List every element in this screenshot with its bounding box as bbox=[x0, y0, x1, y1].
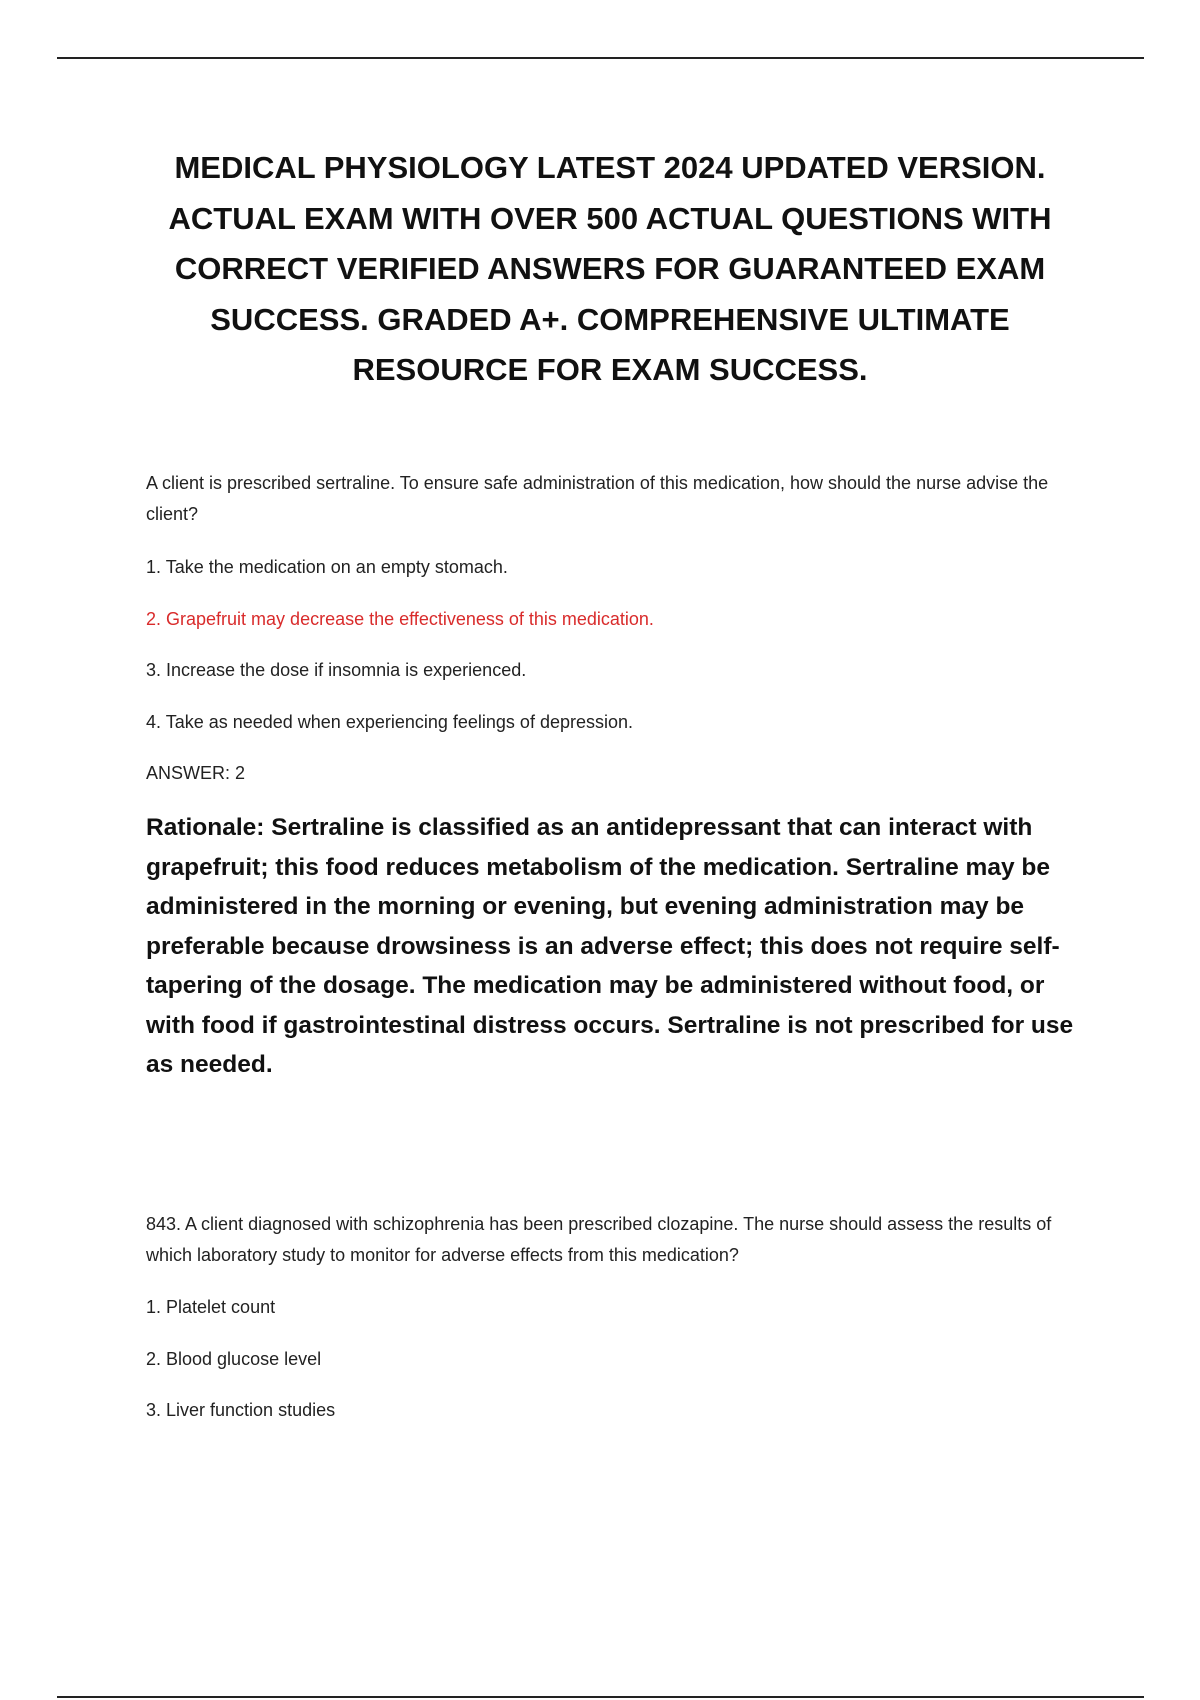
header-rule bbox=[57, 57, 1144, 59]
question-2-option-3: 3. Liver function studies bbox=[146, 1400, 336, 1420]
question-1-stem: A client is prescribed sertraline. To ensure safe administration of this medication, how should the nurse advise the client? bbox=[146, 473, 1049, 524]
question-2-stem: 843. A client diagnosed with schizophrenia has been prescribed clozapine. The nurse should assess the results of which laboratory study to monitor for adverse effects from this medication? bbox=[146, 1214, 1052, 1265]
question-1-option-1: 1. Take the medication on an empty stomach. bbox=[146, 557, 508, 577]
question-2-option-2: 2. Blood glucose level bbox=[146, 1349, 322, 1369]
question-1-answer: ANSWER: 2 bbox=[146, 763, 246, 783]
document-title: MEDICAL PHYSIOLOGY LATEST 2024 UPDATED VERSION. ACTUAL EXAM WITH OVER 500 ACTUAL QUESTIONS WITH CORRECT VERIFIED ANSWERS FOR GUARANTEED EXAM SUCCESS. GRADED A+. COMPREHENSIVE ULTIMATE RESOURCE FOR EXAM SUCCESS. bbox=[168, 150, 1052, 387]
question-1-option-3: 3. Increase the dose if insomnia is experienced. bbox=[146, 660, 527, 680]
footer-rule bbox=[57, 1696, 1144, 1698]
question-1-rationale: Rationale: Sertraline is classified as an antidepressant that can interact with grapefruit; this food reduces metabolism of the medication. Sertraline may be administered in the morning or evening, but evening administration may be preferable because drowsiness is an adverse effect; this does not require self-tapering of the dosage. The medication may be administered without food, or with food if gastrointestinal distress occurs. Sertraline is not prescribed for use as needed. bbox=[146, 814, 1074, 1078]
question-2-option-1: 1. Platelet count bbox=[146, 1297, 276, 1317]
question-1-option-4: 4. Take as needed when experiencing feelings of depression. bbox=[146, 712, 634, 732]
question-1-option-2-correct: 2. Grapefruit may decrease the effectiveness of this medication. bbox=[146, 609, 654, 629]
